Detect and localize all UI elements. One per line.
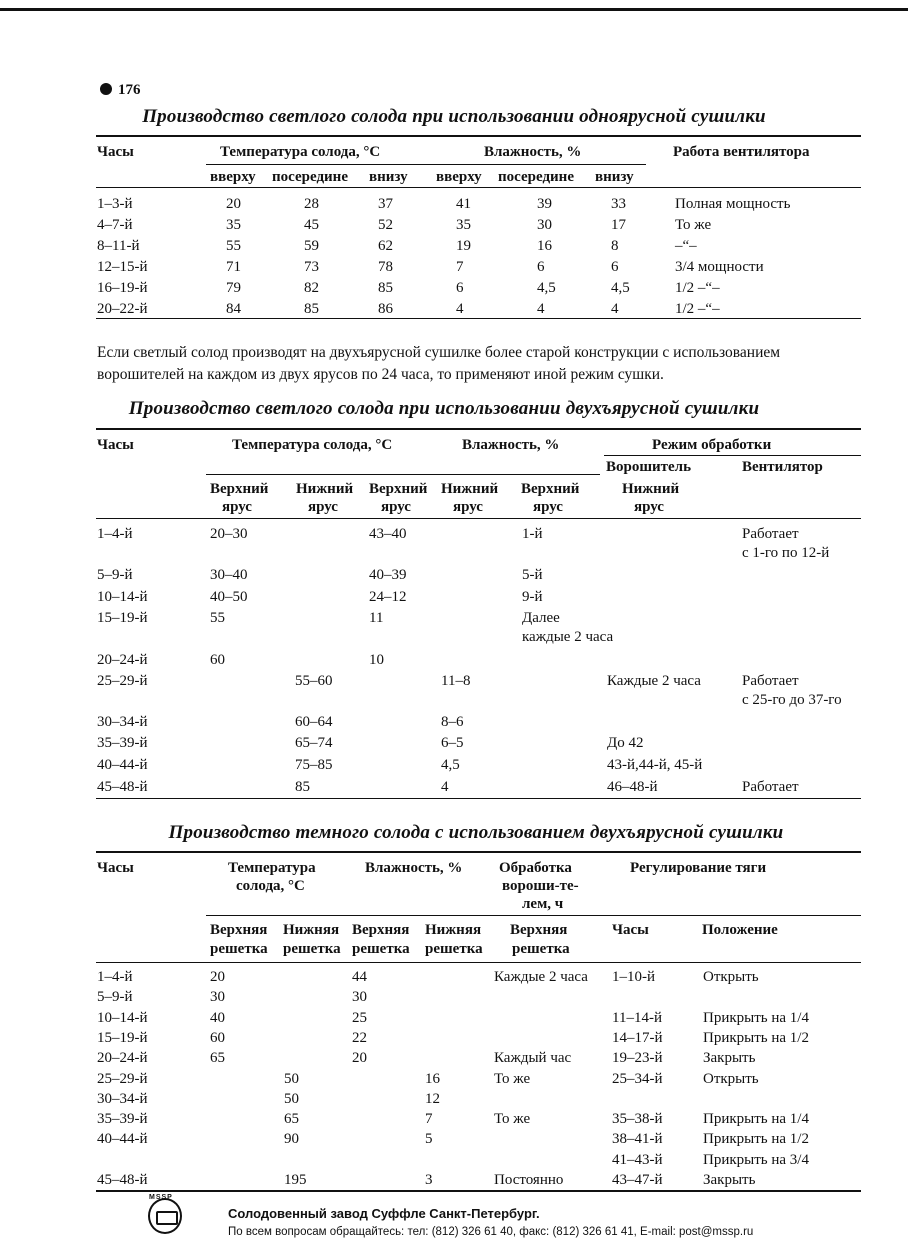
t1-cell-hum-top: 4 [456,301,464,317]
t2-header-humidity: Влажность, % [462,437,560,453]
t3-cell-pos: Прикрыть на 1/2 [703,1131,809,1147]
t2-cell-t_up: 30–40 [210,567,248,583]
footer-contacts: По всем вопросам обращайтесь: тел: (812) 326 61 40, факс: (812) 326 61 41, E-mail: post@mssp.ru [228,1226,754,1238]
t2-cell-w_low: 6–5 [441,735,464,751]
t2-cell-tr_low: 43-й,44-й, 45-й [607,757,703,773]
t3-header-turn-1: Обработка [499,860,572,876]
t2-sub-rule [206,474,600,475]
t2-sub-tier-2: ярус [381,499,411,515]
t3-cell-pos: Открыть [703,969,759,985]
t3-cell-t_up: 65 [210,1050,225,1066]
t1-cell-temp-middle: 45 [304,217,319,233]
t2-sub-level-3: Нижний [441,481,499,497]
t3-cell-turn: Каждый час [494,1050,572,1066]
t1-cell-temp-middle: 82 [304,280,319,296]
t3-cell-pos: Прикрыть на 1/4 [703,1010,809,1026]
t3-cell-t_up: 60 [210,1030,225,1046]
t2-sub-level-2: Верхний [369,481,428,497]
t3-cell-h: 1–4-й [97,969,133,985]
footer-logo-text: MSSP [149,1194,173,1201]
t1-cell-temp-bottom: 85 [378,280,393,296]
t2-cell-w_low: 8–6 [441,714,464,730]
t2-cell-t_low: 55–60 [295,673,333,689]
t3-cell-h: 10–14-й [97,1010,148,1026]
t2-sub-tier-5: ярус [634,499,664,515]
t1-cell-fan: 1/2 –“– [675,301,720,317]
t3-cell-pos: Закрыть [703,1050,756,1066]
t1-cell-fan: 1/2 –“– [675,280,720,296]
t2-cell-tr_up2: каждые 2 часа [522,629,614,645]
t2-cell-t_low: 85 [295,779,310,795]
t3-cell-turn: То же [494,1071,531,1087]
t2-sub-tier-1: ярус [308,499,338,515]
t3-cell-dh: 35–38-й [612,1111,663,1127]
t2-cell-fan2: с 25-го до 37-го [742,692,842,708]
t1-cell-fan: Полная мощность [675,196,791,212]
t1-cell-hum-middle: 39 [537,196,552,212]
t1-cell-hours: 1–3-й [97,196,133,212]
t2-cell-t_low: 75–85 [295,757,333,773]
table2-top-rule [96,428,861,430]
t3-cell-dh: 43–47-й [612,1172,663,1188]
t3-sub-position: Положение [702,922,778,938]
t2-cell-h: 35–39-й [97,735,148,751]
t2-sub-tier-0: ярус [222,499,252,515]
t3-sub-grate-4: решетка [512,941,570,957]
t2-header-fan: Вентилятор [742,459,823,475]
t2-cell-fan: Работает [742,526,799,542]
t1-cell-hum-top: 41 [456,196,471,212]
t2-cell-h: 25–29-й [97,673,148,689]
t3-sub-hours: Часы [612,922,649,938]
table1-bottom-rule [96,318,861,319]
t2-cell-h: 40–44-й [97,757,148,773]
t2-cell-tr_low: До 42 [607,735,644,751]
t3-header-hours: Часы [97,860,134,876]
t2-sub-level-4: Верхний [521,481,580,497]
t1-cell-temp-top: 55 [226,238,241,254]
t1-header-fan: Работа вентилятора [673,144,810,160]
t2-cell-fan2: с 1-го по 12-й [742,545,830,561]
t1-sub-middle-1: посередине [272,169,348,185]
table3-title: Производство темного солода с использованием двухъярусной сушилки [168,822,784,843]
t3-cell-pos: Открыть [703,1071,759,1087]
t3-cell-h: 35–39-й [97,1111,148,1127]
t3-cell-t_low: 65 [284,1111,299,1127]
t2-cell-h: 5–9-й [97,567,133,583]
t1-sub-middle-2: посередине [498,169,574,185]
t2-cell-t_up: 60 [210,652,225,668]
t2-cell-tr_low: Каждые 2 часа [607,673,701,689]
page-number: 176 [100,82,141,99]
t3-cell-dh: 38–41-й [612,1131,663,1147]
t2-cell-w_up: 11 [369,610,384,626]
t2-cell-tr_up: 9-й [522,589,543,605]
t2-mode-rule [604,455,861,456]
t1-header-humidity: Влажность, % [484,144,582,160]
t2-sub-level-0: Верхний [210,481,269,497]
t3-cell-t_low: 195 [284,1172,307,1188]
t2-cell-h: 1–4-й [97,526,133,542]
t3-cell-t_up: 30 [210,989,225,1005]
t2-cell-h: 10–14-й [97,589,148,605]
t3-cell-t_low: 50 [284,1091,299,1107]
t1-cell-hum-bottom: 4 [611,301,619,317]
t2-sub-tier-3: ярус [453,499,483,515]
t2-cell-tr_up: 5-й [522,567,543,583]
t1-cell-fan: То же [675,217,712,233]
footer-company: Солодовенный завод Суффле Санкт-Петербург. [228,1206,540,1221]
t3-cell-turn: Каждые 2 часа [494,969,588,985]
t3-cell-h: 40–44-й [97,1131,148,1147]
t1-cell-hum-top: 6 [456,280,464,296]
t3-cell-turn: Постоянно [494,1172,564,1188]
t1-cell-temp-middle: 85 [304,301,319,317]
t3-cell-dh: 41–43-й [612,1152,663,1168]
t1-cell-hum-bottom: 33 [611,196,626,212]
t1-sub-top-2: вверху [436,169,482,185]
t3-cell-pos: Прикрыть на 1/4 [703,1111,809,1127]
t2-sub-level-5: Нижний [622,481,680,497]
t3-cell-w_up: 25 [352,1010,367,1026]
t1-cell-hours: 8–11-й [97,238,140,254]
t1-header-subrule [206,164,646,165]
table2-bottom-rule [96,798,861,799]
t2-cell-w_low: 4,5 [441,757,460,773]
t1-cell-temp-middle: 73 [304,259,319,275]
t3-sub-grate-0: решетка [210,941,268,957]
t2-cell-tr_up: 1-й [522,526,543,542]
t1-cell-temp-top: 84 [226,301,241,317]
footer-rule [96,1190,861,1192]
t3-cell-dh: 1–10-й [612,969,656,985]
t3-sub-level-4: Верхняя [510,922,568,938]
t3-cell-h: 5–9-й [97,989,133,1005]
t1-sub-top-1: вверху [210,169,256,185]
t2-sub-tier-4: ярус [533,499,563,515]
t3-header-temp-2: солода, °С [236,878,305,894]
t3-sub-level-3: Нижняя [425,922,482,938]
table2-title: Производство светлого солода при использовании двухъярусной сушилки [128,398,760,419]
t3-cell-t_low: 50 [284,1071,299,1087]
t3-cell-w_up: 30 [352,989,367,1005]
t1-cell-fan: 3/4 мощности [675,259,764,275]
t2-cell-t_up: 55 [210,610,225,626]
t3-cell-t_up: 40 [210,1010,225,1026]
t3-cell-turn: То же [494,1111,531,1127]
t1-cell-temp-middle: 28 [304,196,319,212]
t3-cell-h: 30–34-й [97,1091,148,1107]
t3-cell-h: 45–48-й [97,1172,148,1188]
t2-header-temp: Температура солода, °С [232,437,393,453]
t3-header-temp-1: Температура [228,860,316,876]
body-paragraph: Если светлый солод производят на двухъярусной сушилке более старой конструкции с использованием ворошителей на каждом из двух ярусов по 24 часа, то применяют иной режим сушки. [97,344,781,383]
t1-cell-hum-bottom: 17 [611,217,626,233]
mssp-logo-icon [148,1198,182,1234]
table1-title: Производство светлого солода при использовании одноярусной сушилки [142,106,766,127]
t1-cell-hum-middle: 6 [537,259,545,275]
table1-top-rule [96,135,861,137]
t1-cell-temp-bottom: 78 [378,259,393,275]
t3-cell-w_up: 20 [352,1050,367,1066]
t1-cell-hours: 12–15-й [97,259,148,275]
t3-cell-w_up: 44 [352,969,367,985]
t3-cell-w_low: 3 [425,1172,433,1188]
t3-header-turn-3: лем, ч [522,896,564,912]
t3-sub-level-0: Верхняя [210,922,268,938]
t1-sub-bottom-1: внизу [369,169,408,185]
table3-header-rule [96,962,861,963]
t1-cell-hum-bottom: 6 [611,259,619,275]
t3-cell-pos: Прикрыть на 3/4 [703,1152,809,1168]
t3-header-draft: Регулирование тяги [630,860,767,876]
t3-cell-dh: 11–14-й [612,1010,662,1026]
t3-cell-t_low: 90 [284,1131,299,1147]
t3-cell-h: 20–24-й [97,1050,148,1066]
t1-cell-temp-middle: 59 [304,238,319,254]
t2-cell-w_low: 11–8 [441,673,471,689]
t2-header-hours: Часы [97,437,134,453]
t2-sub-level-1: Нижний [296,481,354,497]
t2-cell-tr_low: 46–48-й [607,779,658,795]
t2-cell-tr_up: Далее [522,610,560,626]
t1-cell-temp-top: 20 [226,196,241,212]
t1-cell-hum-bottom: 4,5 [611,280,630,296]
t1-sub-bottom-2: внизу [595,169,634,185]
t1-cell-temp-top: 35 [226,217,241,233]
t1-cell-hours: 20–22-й [97,301,148,317]
t2-cell-t_low: 65–74 [295,735,333,751]
t2-cell-w_up: 43–40 [369,526,407,542]
t1-cell-temp-bottom: 62 [378,238,393,254]
t3-cell-dh: 25–34-й [612,1071,663,1087]
t3-cell-w_low: 16 [425,1071,440,1087]
t3-cell-w_low: 7 [425,1111,433,1127]
t2-cell-t_low: 60–64 [295,714,333,730]
t3-cell-h: 25–29-й [97,1071,148,1087]
t2-header-turner: Ворошитель [606,459,692,475]
t1-cell-temp-top: 71 [226,259,241,275]
t1-cell-hum-middle: 30 [537,217,552,233]
table1-header-rule [96,187,861,188]
t1-cell-hum-top: 7 [456,259,464,275]
top-border-line [0,8,908,11]
t3-cell-pos: Прикрыть на 1/2 [703,1030,809,1046]
t2-cell-h: 15–19-й [97,610,148,626]
table3-top-rule [96,851,861,853]
t2-cell-t_up: 40–50 [210,589,248,605]
t1-cell-hum-top: 19 [456,238,471,254]
t2-cell-fan: Работает [742,673,799,689]
t2-cell-w_up: 40–39 [369,567,407,583]
t2-cell-w_low: 4 [441,779,449,795]
t1-cell-hours: 16–19-й [97,280,148,296]
t3-sub-grate-2: решетка [352,941,410,957]
t1-cell-hours: 4–7-й [97,217,133,233]
t1-cell-temp-bottom: 37 [378,196,393,212]
t3-sub-grate-3: решетка [425,941,483,957]
t1-cell-temp-bottom: 52 [378,217,393,233]
bullet-icon [100,83,112,95]
t3-sub-grate-1: решетка [283,941,341,957]
t3-sub-level-2: Верхняя [352,922,410,938]
t1-cell-hum-middle: 4,5 [537,280,556,296]
t3-cell-pos: Закрыть [703,1172,756,1188]
t1-cell-hum-middle: 16 [537,238,552,254]
t2-header-mode: Режим обработки [652,437,772,453]
t1-cell-temp-top: 79 [226,280,241,296]
t1-cell-hum-top: 35 [456,217,471,233]
t2-cell-fan: Работает [742,779,799,795]
table2-header-rule [96,518,861,519]
t1-cell-hum-middle: 4 [537,301,545,317]
t2-cell-w_up: 10 [369,652,384,668]
t2-cell-h: 45–48-й [97,779,148,795]
t3-cell-dh: 19–23-й [612,1050,663,1066]
t1-cell-hum-bottom: 8 [611,238,619,254]
t3-cell-t_up: 20 [210,969,225,985]
t2-cell-h: 20–24-й [97,652,148,668]
t3-header-humidity: Влажность, % [365,860,463,876]
t1-header-temp: Температура солода, °С [220,144,381,160]
t1-header-hours: Часы [97,144,134,160]
t3-header-turn-2: вороши-те- [502,878,579,894]
t3-cell-w_low: 12 [425,1091,440,1107]
t3-cell-h: 15–19-й [97,1030,148,1046]
t2-cell-w_up: 24–12 [369,589,407,605]
t2-cell-h: 30–34-й [97,714,148,730]
t1-cell-temp-bottom: 86 [378,301,393,317]
t3-cell-w_up: 22 [352,1030,367,1046]
t3-sub-level-1: Нижняя [283,922,340,938]
t2-cell-t_up: 20–30 [210,526,248,542]
t1-cell-fan: –“– [675,238,697,254]
t3-cell-dh: 14–17-й [612,1030,663,1046]
t3-cell-w_low: 5 [425,1131,433,1147]
t3-sub-rule [206,915,861,916]
